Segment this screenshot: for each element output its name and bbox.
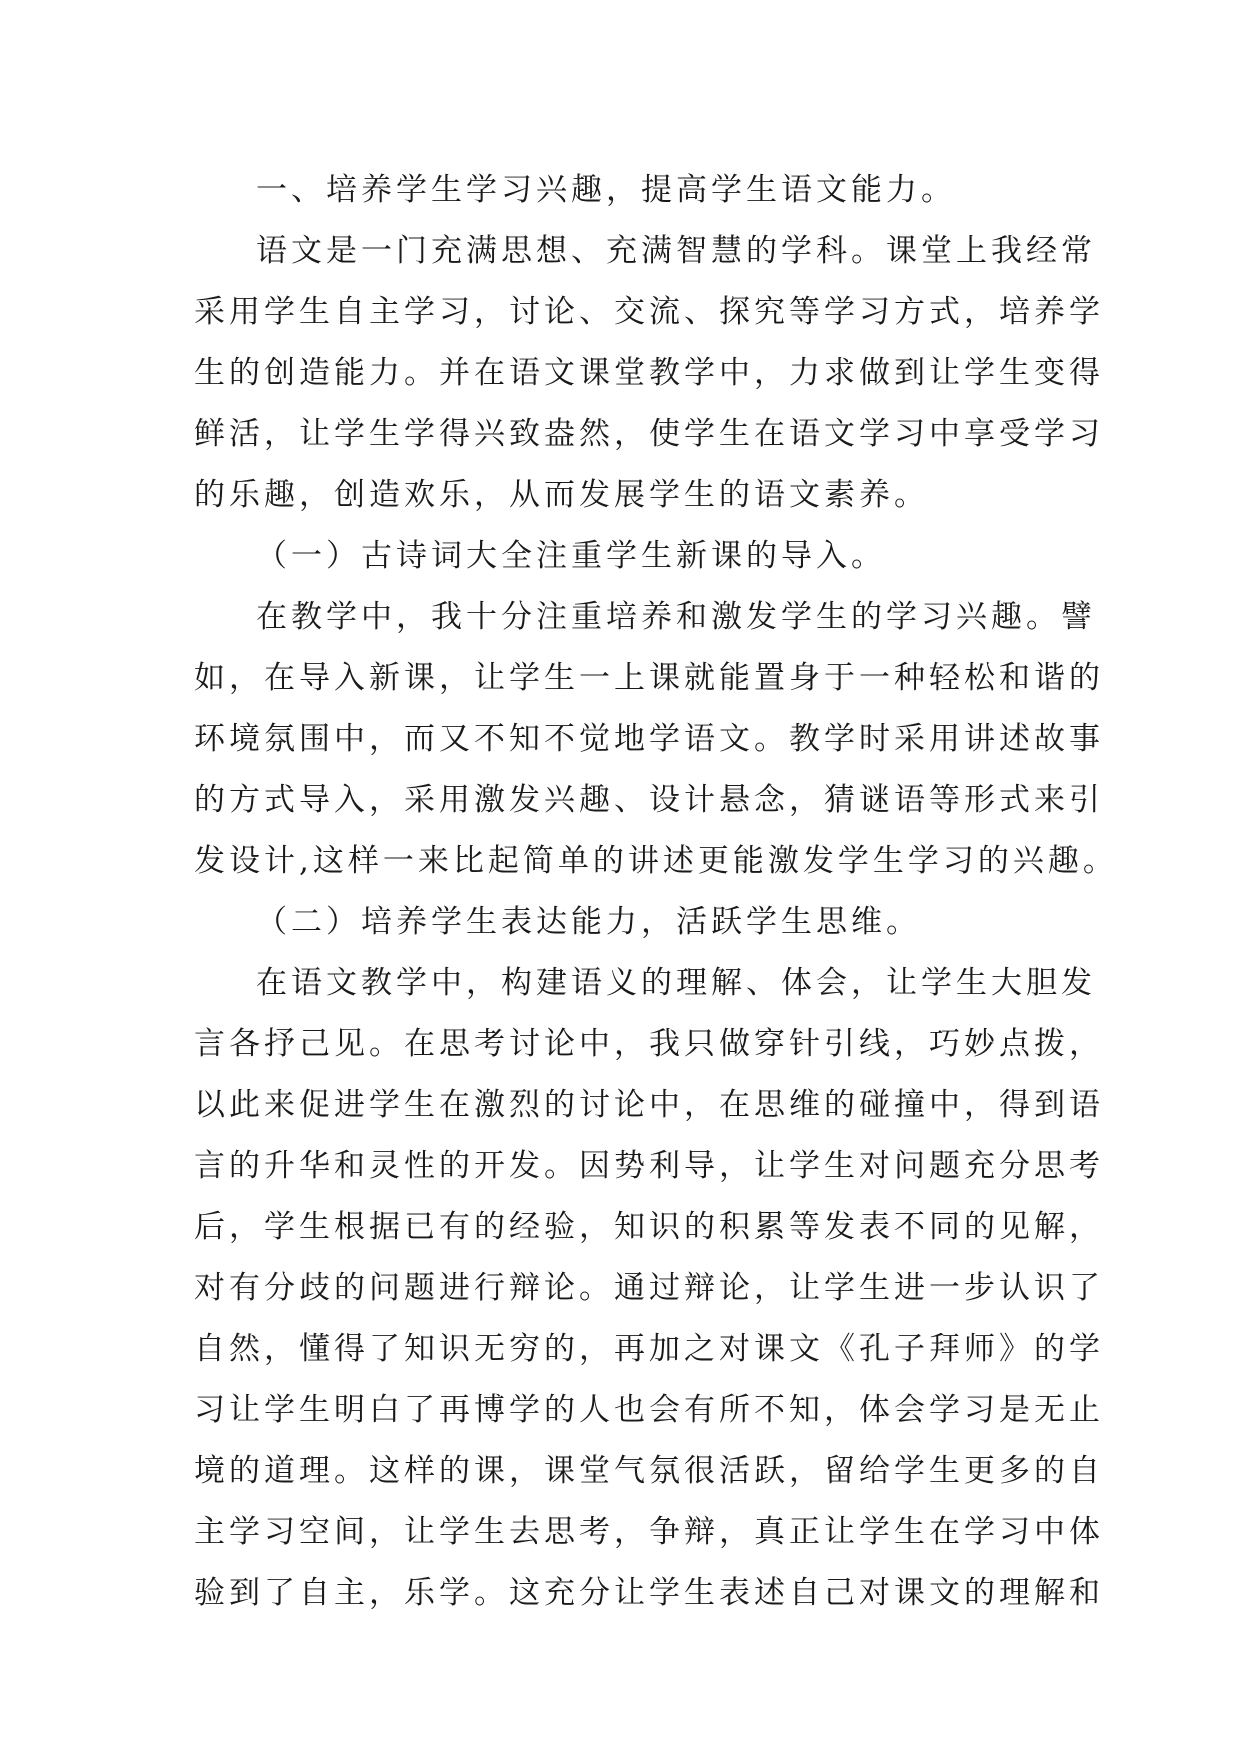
text-line: 后，学生根据已有的经验，知识的积累等发表不同的见解， xyxy=(194,1209,1104,1245)
text-line: 环境氛围中，而又不知不觉地学语文。教学时采用讲述故事 xyxy=(194,721,1104,757)
text-line: 一、培养学生学习兴趣，提高学生语文能力。 xyxy=(256,172,956,208)
text-line: 自然，懂得了知识无穷的，再加之对课文《孔子拜师》的学 xyxy=(194,1331,1104,1367)
text-line: 的方式导入，采用激发兴趣、设计悬念，猜谜语等形式来引 xyxy=(194,782,1104,818)
text-line: 的乐趣，创造欢乐，从而发展学生的语文素养。 xyxy=(194,477,929,513)
text-line: 在教学中，我十分注重培养和激发学生的学习兴趣。譬 xyxy=(256,599,1096,635)
text-line: 在语文教学中，构建语义的理解、体会，让学生大胆发 xyxy=(256,965,1096,1001)
text-line: 鲜活，让学生学得兴致盎然，使学生在语文学习中享受学习 xyxy=(194,416,1104,452)
text-line: 言各抒己见。在思考讨论中，我只做穿针引线，巧妙点拨， xyxy=(194,1026,1104,1062)
text-line: 发设计,这样一来比起简单的讲述更能激发学生学习的兴趣。 xyxy=(194,843,1118,879)
text-line: 生的创造能力。并在语文课堂教学中，力求做到让学生变得 xyxy=(194,355,1104,391)
text-line: 以此来促进学生在激烈的讨论中，在思维的碰撞中，得到语 xyxy=(194,1087,1104,1123)
text-line: 对有分歧的问题进行辩论。通过辩论，让学生进一步认识了 xyxy=(194,1270,1104,1306)
text-line: （一）古诗词大全注重学生新课的导入。 xyxy=(256,538,886,574)
text-line: 如，在导入新课，让学生一上课就能置身于一种轻松和谐的 xyxy=(194,660,1104,696)
text-line: （二）培养学生表达能力，活跃学生思维。 xyxy=(256,904,921,940)
text-line: 主学习空间，让学生去思考，争辩，真正让学生在学习中体 xyxy=(194,1514,1104,1550)
text-line: 境的道理。这样的课，课堂气氛很活跃，留给学生更多的自 xyxy=(194,1453,1104,1489)
document-body xyxy=(194,160,1118,1624)
text-line: 验到了自主，乐学。这充分让学生表述自己对课文的理解和 xyxy=(194,1575,1104,1611)
text-line: 习让学生明白了再博学的人也会有所不知，体会学习是无止 xyxy=(194,1392,1104,1428)
text-line: 采用学生自主学习，讨论、交流、探究等学习方式，培养学 xyxy=(194,294,1104,330)
text-line: 语文是一门充满思想、充满智慧的学科。课堂上我经常 xyxy=(256,233,1096,269)
text-line: 言的升华和灵性的开发。因势利导，让学生对问题充分思考 xyxy=(194,1148,1104,1184)
